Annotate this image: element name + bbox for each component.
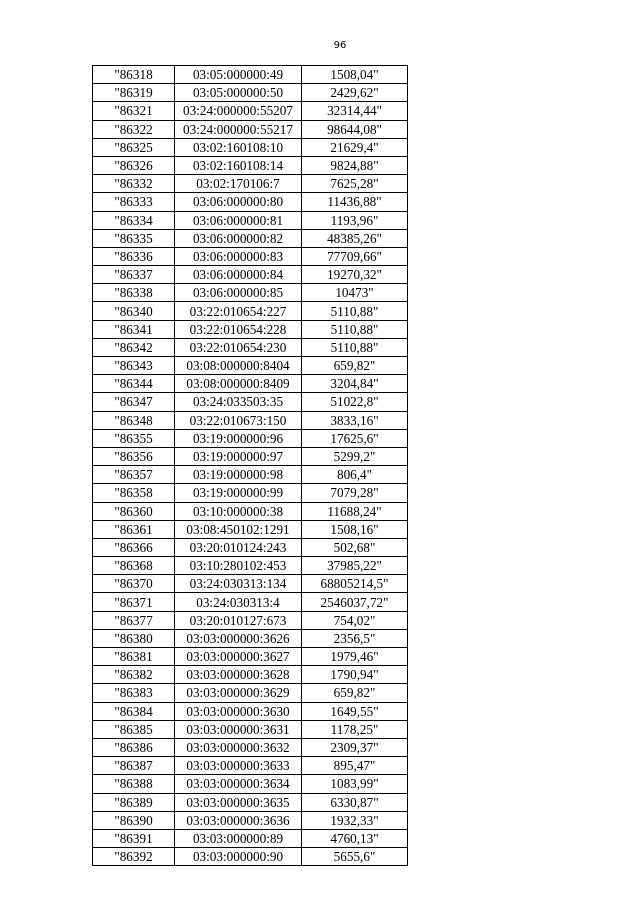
cadastral-number-cell: 03:06:000000:81 [175, 211, 302, 229]
table-row [93, 393, 408, 411]
cadastral-number-cell: 03:03:000000:3633 [175, 757, 302, 775]
table-row [93, 357, 408, 375]
record-id-cell: "86357 [93, 466, 175, 484]
record-id-cell: "86322 [93, 120, 175, 138]
cadastral-number-cell: 03:20:010124:243 [175, 538, 302, 556]
record-id-cell: "86392 [93, 848, 175, 866]
cadastral-number-cell: 03:03:000000:3627 [175, 648, 302, 666]
record-id-cell: "86384 [93, 702, 175, 720]
table-row [93, 247, 408, 265]
value-cell: 3204,84" [302, 375, 408, 393]
table-row [93, 702, 408, 720]
table-row [93, 84, 408, 102]
cadastral-number-cell: 03:03:000000:3628 [175, 666, 302, 684]
value-cell: 17625,6" [302, 429, 408, 447]
value-cell: 502,68" [302, 538, 408, 556]
cadastral-number-cell: 03:03:000000:3635 [175, 793, 302, 811]
value-cell: 5299,2" [302, 447, 408, 465]
cadastral-number-cell: 03:22:010673:150 [175, 411, 302, 429]
table-row [93, 757, 408, 775]
cadastral-number-cell: 03:10:000000:38 [175, 502, 302, 520]
value-cell: 1178,25" [302, 720, 408, 738]
table-row [93, 266, 408, 284]
record-id-cell: "86371 [93, 593, 175, 611]
table-row [93, 375, 408, 393]
cadastral-number-cell: 03:06:000000:82 [175, 229, 302, 247]
table-row [93, 211, 408, 229]
cadastral-number-cell: 03:22:010654:230 [175, 338, 302, 356]
cadastral-number-cell: 03:05:000000:50 [175, 84, 302, 102]
record-id-cell: "86318 [93, 66, 175, 84]
record-id-cell: "86338 [93, 284, 175, 302]
value-cell: 2356,5" [302, 629, 408, 647]
record-id-cell: "86387 [93, 757, 175, 775]
table-row [93, 284, 408, 302]
table-row [93, 811, 408, 829]
record-id-cell: "86361 [93, 520, 175, 538]
record-id-cell: "86348 [93, 411, 175, 429]
cadastral-number-cell: 03:24:000000:55207 [175, 102, 302, 120]
record-id-cell: "86344 [93, 375, 175, 393]
cadastral-number-cell: 03:02:160108:10 [175, 138, 302, 156]
value-cell: 5110,88" [302, 302, 408, 320]
cadastral-number-cell: 03:19:000000:99 [175, 484, 302, 502]
table-row [93, 666, 408, 684]
record-id-cell: "86388 [93, 775, 175, 793]
cadastral-number-cell: 03:03:000000:3629 [175, 684, 302, 702]
table-row [93, 557, 408, 575]
table-row [93, 320, 408, 338]
value-cell: 21629,4" [302, 138, 408, 156]
table-row [93, 720, 408, 738]
cadastral-number-cell: 03:03:000000:3632 [175, 738, 302, 756]
record-id-cell: "86332 [93, 175, 175, 193]
value-cell: 2429,62" [302, 84, 408, 102]
cadastral-number-cell: 03:06:000000:84 [175, 266, 302, 284]
table-row [93, 447, 408, 465]
table-row [93, 538, 408, 556]
value-cell: 7625,28" [302, 175, 408, 193]
value-cell: 659,82" [302, 357, 408, 375]
value-cell: 1932,33" [302, 811, 408, 829]
value-cell: 1083,99" [302, 775, 408, 793]
record-id-cell: "86340 [93, 302, 175, 320]
record-id-cell: "86355 [93, 429, 175, 447]
table-row [93, 338, 408, 356]
record-id-cell: "86319 [93, 84, 175, 102]
value-cell: 77709,66" [302, 247, 408, 265]
record-id-cell: "86326 [93, 156, 175, 174]
value-cell: 1508,04" [302, 66, 408, 84]
table-row [93, 229, 408, 247]
record-id-cell: "86377 [93, 611, 175, 629]
cadastral-number-cell: 03:19:000000:97 [175, 447, 302, 465]
record-id-cell: "86360 [93, 502, 175, 520]
value-cell: 5655,6" [302, 848, 408, 866]
cadastral-number-cell: 03:08:000000:8404 [175, 357, 302, 375]
value-cell: 2546037,72" [302, 593, 408, 611]
value-cell: 2309,37" [302, 738, 408, 756]
value-cell: 9824,88" [302, 156, 408, 174]
table-row [93, 611, 408, 629]
cadastral-number-cell: 03:10:280102:453 [175, 557, 302, 575]
value-cell: 7079,28" [302, 484, 408, 502]
table-row [93, 629, 408, 647]
cadastral-number-cell: 03:24:000000:55217 [175, 120, 302, 138]
record-id-cell: "86368 [93, 557, 175, 575]
value-cell: 48385,26" [302, 229, 408, 247]
record-id-cell: "86321 [93, 102, 175, 120]
table-row [93, 156, 408, 174]
cadastral-number-cell: 03:06:000000:80 [175, 193, 302, 211]
cadastral-number-cell: 03:24:030313:134 [175, 575, 302, 593]
table-row [93, 466, 408, 484]
table-row [93, 738, 408, 756]
value-cell: 98644,08" [302, 120, 408, 138]
record-id-cell: "86325 [93, 138, 175, 156]
table-row [93, 775, 408, 793]
cadastral-number-cell: 03:06:000000:85 [175, 284, 302, 302]
table-row [93, 593, 408, 611]
record-id-cell: "86341 [93, 320, 175, 338]
table-row [93, 648, 408, 666]
record-id-cell: "86342 [93, 338, 175, 356]
value-cell: 5110,88" [302, 338, 408, 356]
table-row [93, 684, 408, 702]
page-number: 96 [333, 40, 347, 51]
cadastral-number-cell: 03:03:000000:3631 [175, 720, 302, 738]
record-id-cell: "86383 [93, 684, 175, 702]
cadastral-number-cell: 03:06:000000:83 [175, 247, 302, 265]
table-row [93, 484, 408, 502]
table-row [93, 411, 408, 429]
value-cell: 37985,22" [302, 557, 408, 575]
table-row [93, 793, 408, 811]
record-id-cell: "86356 [93, 447, 175, 465]
cadastral-number-cell: 03:02:160108:14 [175, 156, 302, 174]
value-cell: 1649,55" [302, 702, 408, 720]
table-row [93, 575, 408, 593]
cadastral-table [92, 65, 408, 866]
record-id-cell: "86337 [93, 266, 175, 284]
record-id-cell: "86334 [93, 211, 175, 229]
value-cell: 32314,44" [302, 102, 408, 120]
record-id-cell: "86333 [93, 193, 175, 211]
cadastral-number-cell: 03:19:000000:96 [175, 429, 302, 447]
value-cell: 11436,88" [302, 193, 408, 211]
record-id-cell: "86370 [93, 575, 175, 593]
cadastral-number-cell: 03:03:000000:89 [175, 829, 302, 847]
table-row [93, 120, 408, 138]
cadastral-number-cell: 03:03:000000:3630 [175, 702, 302, 720]
value-cell: 4760,13" [302, 829, 408, 847]
table-row [93, 848, 408, 866]
table-row [93, 302, 408, 320]
table-row [93, 429, 408, 447]
record-id-cell: "86336 [93, 247, 175, 265]
value-cell: 3833,16" [302, 411, 408, 429]
value-cell: 51022,8" [302, 393, 408, 411]
cadastral-number-cell: 03:22:010654:228 [175, 320, 302, 338]
cadastral-number-cell: 03:03:000000:90 [175, 848, 302, 866]
cadastral-number-cell: 03:08:000000:8409 [175, 375, 302, 393]
table-row [93, 502, 408, 520]
value-cell: 11688,24" [302, 502, 408, 520]
table-row [93, 66, 408, 84]
cadastral-number-cell: 03:08:450102:1291 [175, 520, 302, 538]
value-cell: 895,47" [302, 757, 408, 775]
value-cell: 754,02" [302, 611, 408, 629]
record-id-cell: "86386 [93, 738, 175, 756]
value-cell: 5110,88" [302, 320, 408, 338]
cadastral-number-cell: 03:22:010654:227 [175, 302, 302, 320]
record-id-cell: "86366 [93, 538, 175, 556]
value-cell: 1979,46" [302, 648, 408, 666]
value-cell: 10473" [302, 284, 408, 302]
value-cell: 1508,16" [302, 520, 408, 538]
cadastral-number-cell: 03:05:000000:49 [175, 66, 302, 84]
value-cell: 1790,94" [302, 666, 408, 684]
record-id-cell: "86381 [93, 648, 175, 666]
table-body [93, 66, 408, 866]
table-row [93, 138, 408, 156]
table-row [93, 829, 408, 847]
record-id-cell: "86382 [93, 666, 175, 684]
value-cell: 1193,96" [302, 211, 408, 229]
record-id-cell: "86343 [93, 357, 175, 375]
table-row [93, 193, 408, 211]
cadastral-number-cell: 03:03:000000:3634 [175, 775, 302, 793]
record-id-cell: "86391 [93, 829, 175, 847]
cadastral-number-cell: 03:03:000000:3636 [175, 811, 302, 829]
record-id-cell: "86389 [93, 793, 175, 811]
cadastral-number-cell: 03:03:000000:3626 [175, 629, 302, 647]
table-row [93, 175, 408, 193]
value-cell: 19270,32" [302, 266, 408, 284]
record-id-cell: "86335 [93, 229, 175, 247]
record-id-cell: "86358 [93, 484, 175, 502]
value-cell: 6330,87" [302, 793, 408, 811]
value-cell: 68805214,5" [302, 575, 408, 593]
value-cell: 806,4" [302, 466, 408, 484]
cadastral-number-cell: 03:02:170106:7 [175, 175, 302, 193]
record-id-cell: "86380 [93, 629, 175, 647]
record-id-cell: "86347 [93, 393, 175, 411]
record-id-cell: "86385 [93, 720, 175, 738]
cadastral-number-cell: 03:24:030313:4 [175, 593, 302, 611]
cadastral-number-cell: 03:24:033503:35 [175, 393, 302, 411]
table-row [93, 102, 408, 120]
record-id-cell: "86390 [93, 811, 175, 829]
cadastral-number-cell: 03:19:000000:98 [175, 466, 302, 484]
table-row [93, 520, 408, 538]
value-cell: 659,82" [302, 684, 408, 702]
cadastral-number-cell: 03:20:010127:673 [175, 611, 302, 629]
